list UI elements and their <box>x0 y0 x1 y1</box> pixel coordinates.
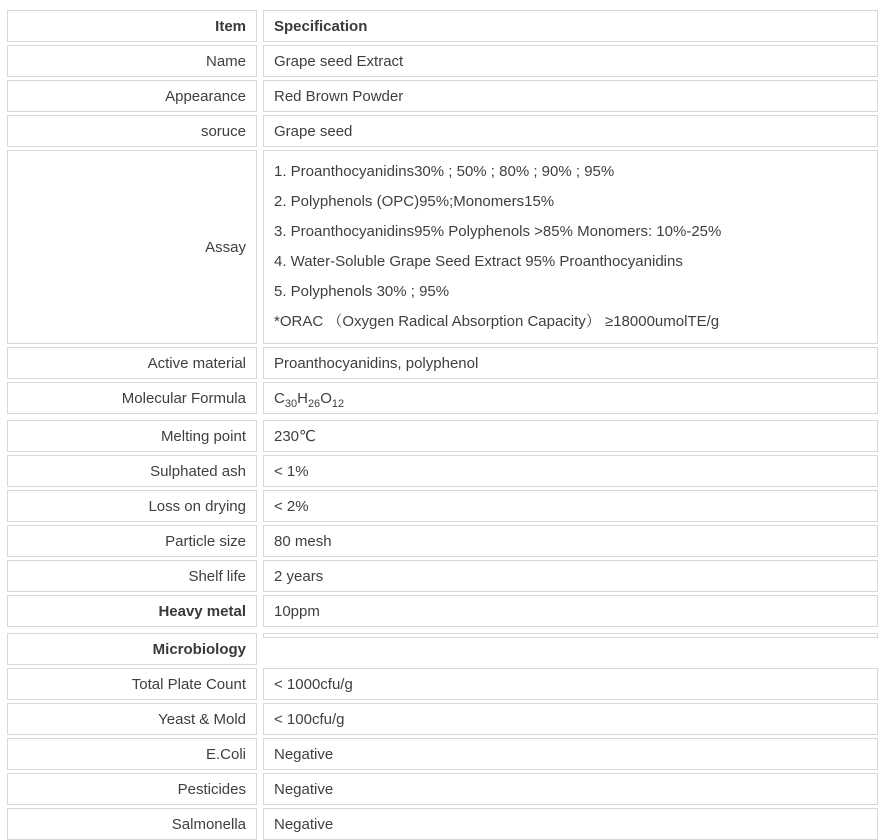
item-cell: Heavy metal <box>7 595 257 627</box>
spec-cell: Negative <box>263 808 878 840</box>
item-cell: Assay <box>7 150 257 344</box>
table-row <box>7 525 888 557</box>
spec-cell: < 1% <box>263 455 878 487</box>
item-cell: Loss on drying <box>7 490 257 522</box>
item-cell: soruce <box>7 115 257 147</box>
item-cell: Appearance <box>7 80 257 112</box>
spec-line: 1. Proanthocyanidins30% ; 50% ; 80% ; 90% ; 95% <box>274 163 615 180</box>
header-specification-cell: Specification <box>263 10 878 42</box>
item-cell: Molecular Formula <box>7 382 257 414</box>
item-cell: Pesticides <box>7 773 257 805</box>
table-row <box>7 703 888 735</box>
spec-cell <box>263 633 878 638</box>
spec-cell: < 1000cfu/g <box>263 668 878 700</box>
spec-cell <box>263 150 878 344</box>
header-item-cell: Item <box>7 10 257 42</box>
table-header-row <box>7 10 888 42</box>
spec-cell: Negative <box>263 773 878 805</box>
spec-cell: Negative <box>263 738 878 770</box>
table-row <box>7 80 888 112</box>
spec-line: 2. Polyphenols (OPC)95%;Monomers15% <box>274 193 555 210</box>
table-row <box>7 420 888 452</box>
item-cell: Name <box>7 45 257 77</box>
spec-cell: Grape seed Extract <box>263 45 878 77</box>
item-cell: Total Plate Count <box>7 668 257 700</box>
spec-line: 5. Polyphenols 30% ; 95% <box>274 283 450 300</box>
spec-cell: Proanthocyanidins, polyphenol <box>263 347 878 379</box>
spec-cell: Red Brown Powder <box>263 80 878 112</box>
item-cell: Melting point <box>7 420 257 452</box>
table-row <box>7 347 888 379</box>
table-row <box>7 595 888 627</box>
spec-cell <box>263 382 878 414</box>
table-body <box>7 45 888 840</box>
molecular-formula: $C_{30}H_{26}O_{12}$ <box>274 389 345 410</box>
spec-cell: 230℃ <box>263 420 878 452</box>
item-cell: Active material <box>7 347 257 379</box>
spec-cell: 10ppm <box>263 595 878 627</box>
spec-cell: < 2% <box>263 490 878 522</box>
table-row <box>7 808 888 840</box>
item-cell: Shelf life <box>7 560 257 592</box>
spec-line: 4. Water-Soluble Grape Seed Extract 95% Proanthocyanidins <box>274 253 683 270</box>
spec-line: *ORAC （Oxygen Radical Absorption Capacity） ≥18000umolTE/g <box>274 313 720 330</box>
spec-cell: < 100cfu/g <box>263 703 878 735</box>
table-row <box>7 45 888 77</box>
item-cell: Sulphated ash <box>7 455 257 487</box>
table-row <box>7 668 888 700</box>
table-row <box>7 738 888 770</box>
spec-line: 3. Proanthocyanidins95% Polyphenols >85% Monomers: 10%-25% <box>274 223 722 240</box>
item-cell: Particle size <box>7 525 257 557</box>
table-row <box>7 455 888 487</box>
table-row <box>7 382 888 414</box>
table-row <box>7 115 888 147</box>
spec-cell: 80 mesh <box>263 525 878 557</box>
table-row <box>7 560 888 592</box>
table-row <box>7 150 888 344</box>
spec-cell: 2 years <box>263 560 878 592</box>
spec-cell: Grape seed <box>263 115 878 147</box>
item-cell: E.Coli <box>7 738 257 770</box>
table-row <box>7 490 888 522</box>
item-cell: Yeast & Mold <box>7 703 257 735</box>
table-row <box>7 633 888 665</box>
item-cell: Salmonella <box>7 808 257 840</box>
table-row <box>7 773 888 805</box>
item-cell: Microbiology <box>7 633 257 665</box>
